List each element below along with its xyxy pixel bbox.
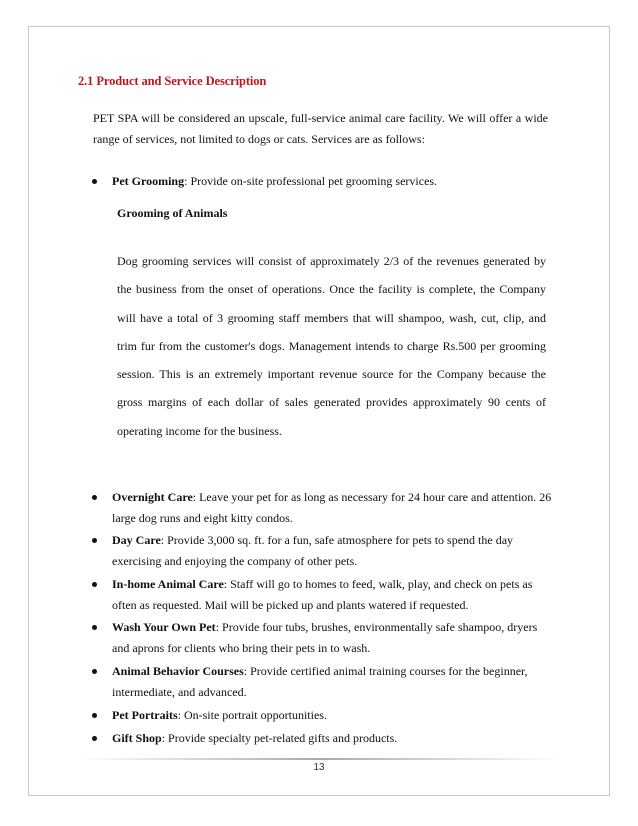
paragraph-text: Dog grooming services will consist of approximately 2/3 of the revenues generated by the business from the onset of operations. Once the facility is complete, the Company will have a total of 3 grooming staff members that will shampoo, wash, cut, clip, and trim fur from the customer's dogs. Management intends to charge Rs.500 per grooming session. This is an extremely important revenue source for the Company because the gross margins of each dollar of sales generated provides approximately 90 cents of operating income for the business. — [117, 254, 546, 438]
subheading: Grooming of Animals — [117, 206, 228, 220]
item-desc: : Provide specialty pet-related gifts and products. — [161, 731, 398, 745]
item-term: Gift Shop — [112, 731, 162, 745]
bullet-icon — [92, 669, 97, 674]
bullet-icon — [92, 625, 97, 630]
item-term: Pet Grooming — [112, 174, 185, 188]
item-desc: : Provide 3,000 sq. ft. for a fun, safe atmosphere for pets to spend the day exercising and enjoying the company of other pets. — [112, 533, 514, 568]
item-term: Pet Portraits — [112, 708, 178, 722]
item-desc: : Provide certified animal training courses for the beginner, intermediate, and advanced. — [112, 664, 528, 699]
item-term: In-home Animal Care — [112, 577, 224, 591]
bullet-icon — [92, 736, 97, 741]
bullet-icon — [92, 495, 97, 500]
item-term: Day Care — [112, 533, 161, 547]
item-desc: : Provide four tubs, brushes, environmentally safe shampoo, dryers and aprons for clients who bring their pets in to wash. — [112, 620, 538, 655]
item-term: Wash Your Own Pet — [112, 620, 216, 634]
item-desc: : Provide on-site professional pet grooming services. — [184, 174, 438, 188]
grooming-paragraph — [117, 247, 546, 445]
section-heading: 2.1 Product and Service Description — [78, 74, 267, 88]
bullet-icon — [92, 179, 97, 184]
intro-paragraph: PET SPA will be considered an upscale, full-service animal care facility. We will offer a wide range of services, not limited to dogs or cats. Services are as follows: — [93, 111, 548, 146]
item-desc: : Staff will go to homes to feed, walk, play, and check on pets as often as requested. Mail will be picked up and plants watered if requested. — [112, 577, 533, 612]
bullet-icon — [92, 538, 97, 543]
bullet-icon — [92, 582, 97, 587]
item-term: Overnight Care — [112, 490, 193, 504]
page-number: 13 — [313, 762, 325, 773]
item-desc: : On-site portrait opportunities. — [177, 708, 327, 722]
footer-divider — [80, 758, 560, 760]
item-desc: : Leave your pet for as long as necessary for 24 hour care and attention. 26 large dog runs and eight kitty condos. — [112, 490, 552, 525]
item-term: Animal Behavior Courses — [112, 664, 244, 678]
bullet-icon — [92, 713, 97, 718]
